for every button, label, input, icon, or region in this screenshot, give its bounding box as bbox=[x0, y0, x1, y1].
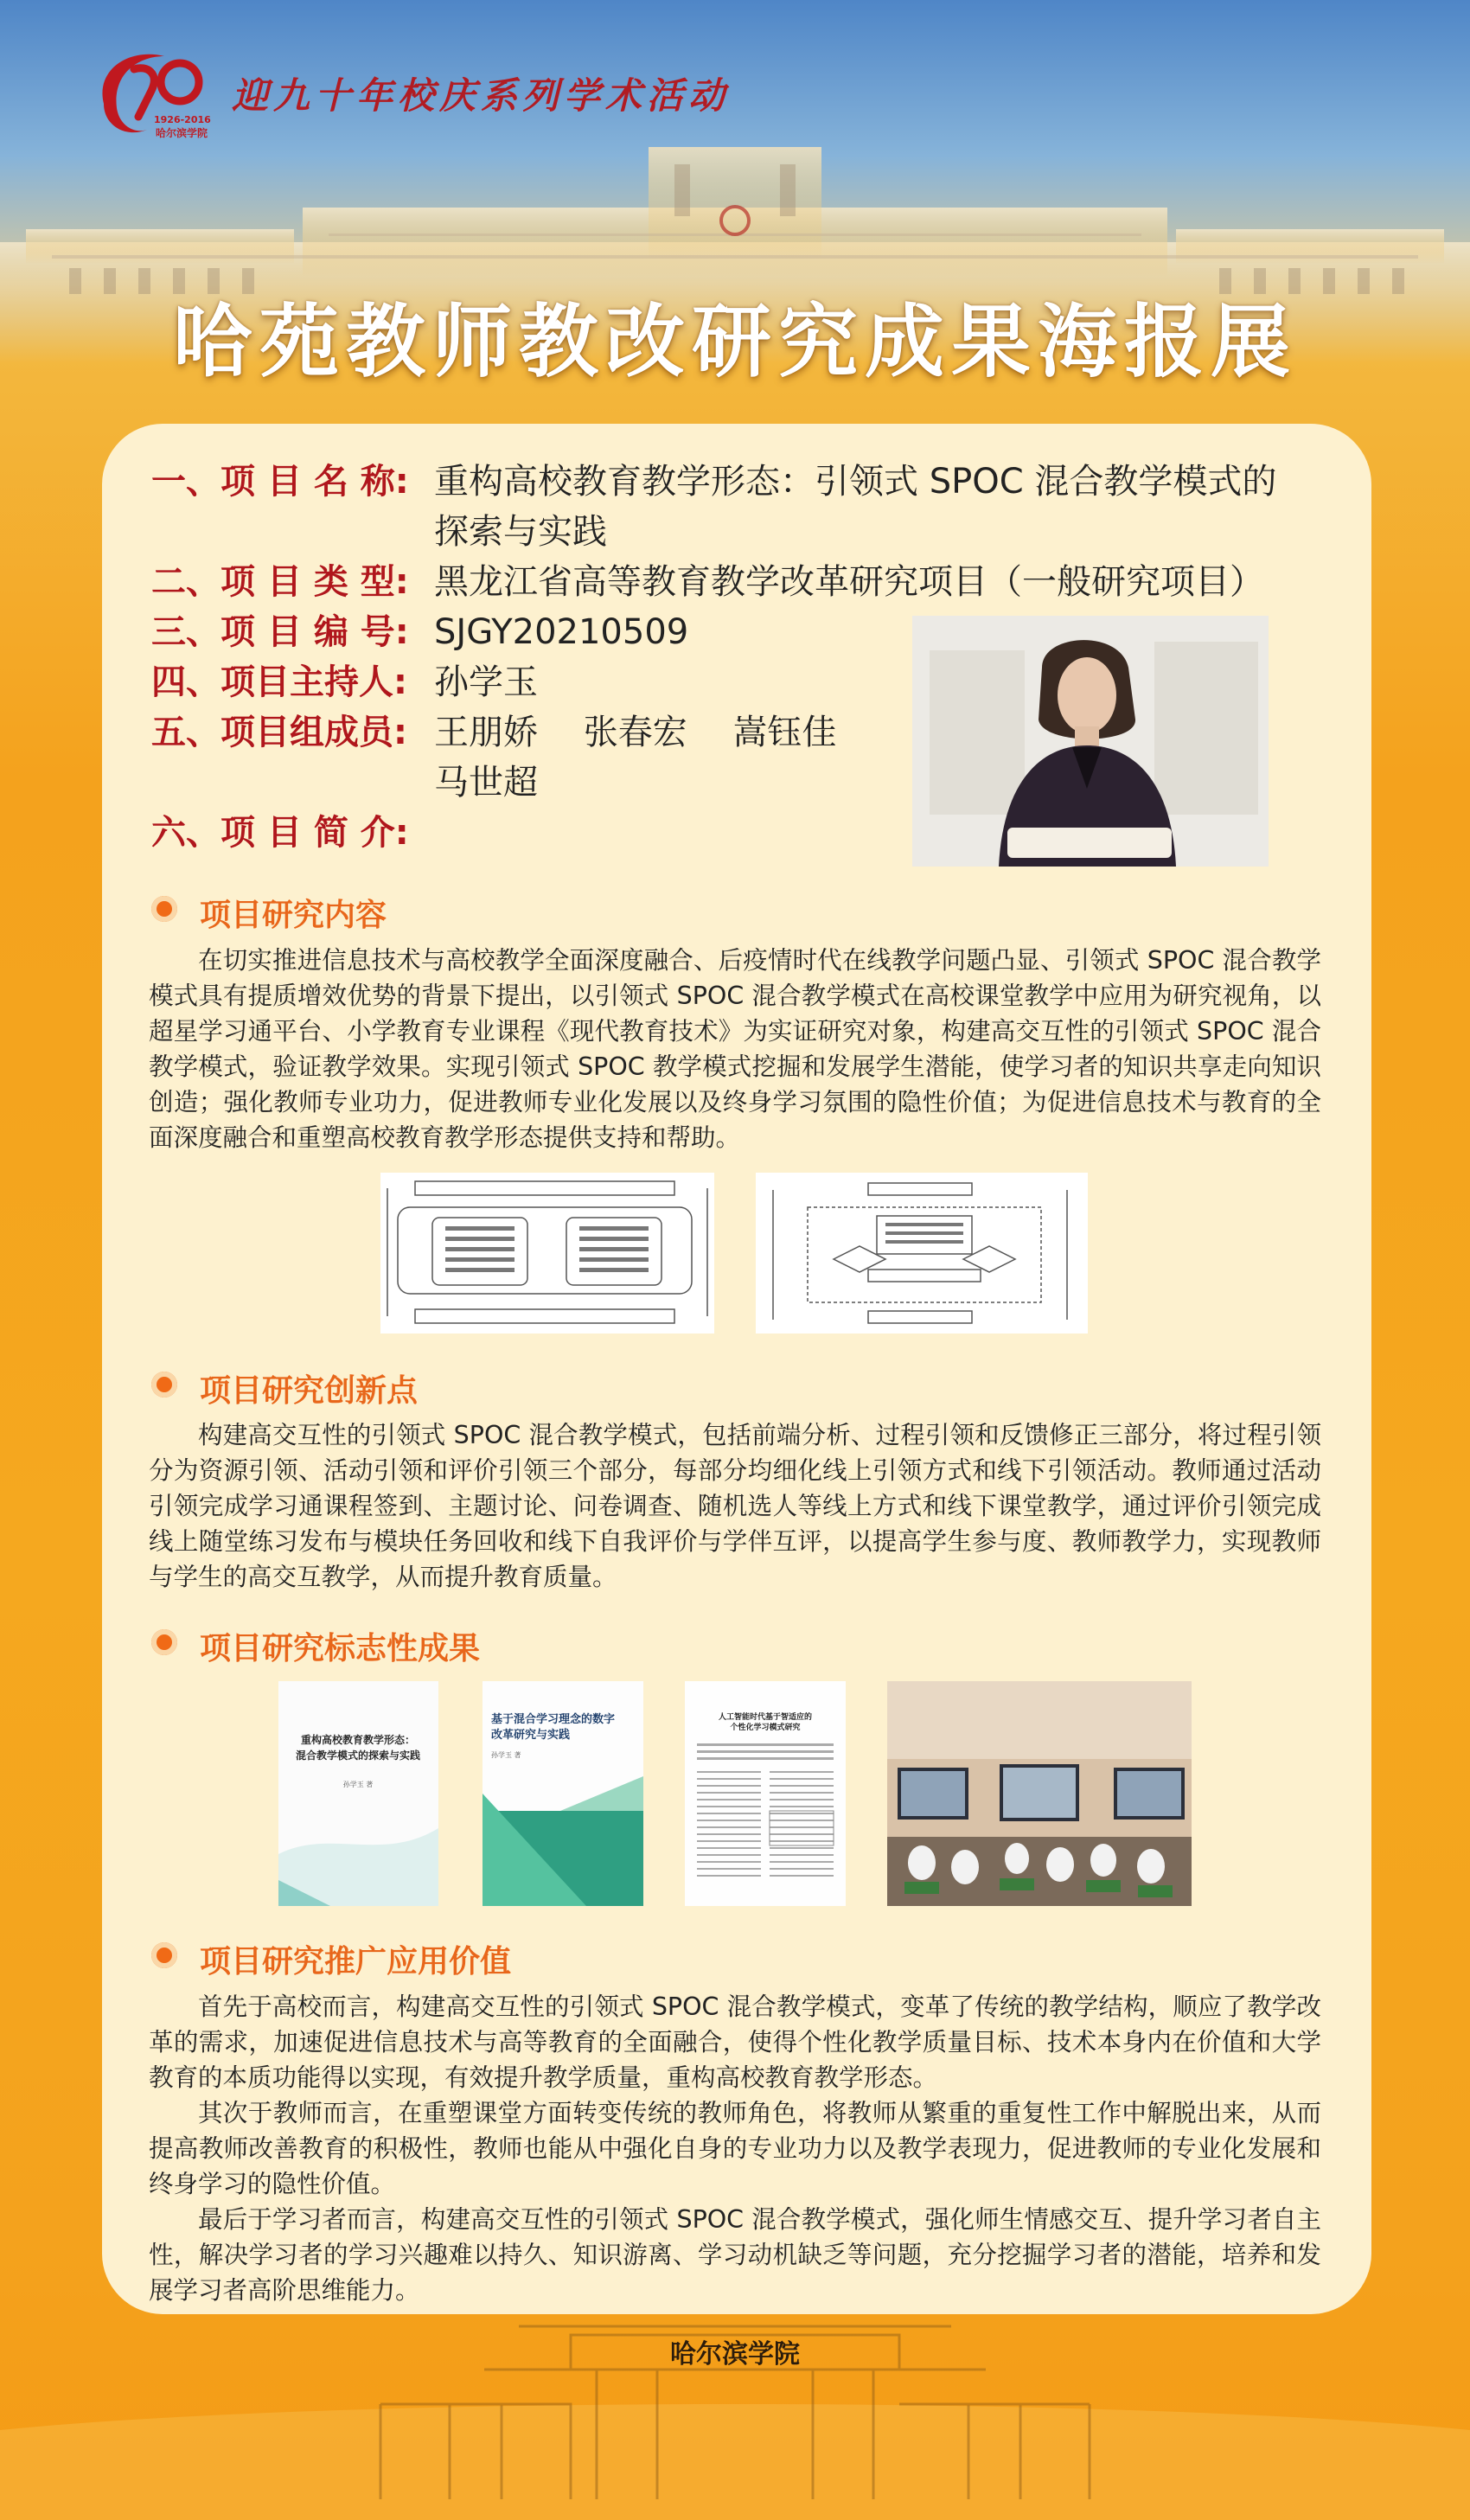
book-cover-2 bbox=[483, 1681, 643, 1906]
info-label: 二、项 目 类 型: bbox=[151, 562, 409, 602]
svg-text:个性化学习模式研究: 个性化学习模式研究 bbox=[730, 1724, 801, 1732]
book-cover-1 bbox=[278, 1681, 438, 1906]
model-diagram-1 bbox=[380, 1173, 714, 1334]
school-gate-illustration bbox=[0, 2300, 1470, 2520]
section-paragraph: 首先于高校而言，构建高交互性的引领式 SPOC 混合教学模式，变革了传统的教学结构，顺应了教学改革的需求，加速促进信息技术与高等教育的全面融合，使得个性化教学质量目标、技术本身内在价值和大学教育的本质功能得以实现，有效提升教学质量，重构高校教育教学形态。 bbox=[149, 1992, 1321, 2092]
footer-school-name: 哈尔滨学院 bbox=[670, 2339, 800, 2370]
info-label: 五、项目组成员: bbox=[151, 713, 407, 752]
svg-text:孙学玉 著: 孙学玉 著 bbox=[342, 1781, 374, 1788]
info-value: 黑龙江省高等教育教学改革研究项目（一般研究项目） bbox=[434, 562, 1264, 602]
info-value: 重构高校教育教学形态：引领式 SPOC 混合教学模式的 bbox=[434, 462, 1277, 502]
anniversary-logo bbox=[86, 43, 216, 147]
svg-text:改革研究与实践: 改革研究与实践 bbox=[491, 1729, 571, 1742]
info-value: 孙学玉 bbox=[434, 662, 538, 702]
section-paragraph: 最后于学习者而言，构建高交互性的引领式 SPOC 混合教学模式，强化师生情感交互、提升学习者自主性，解决学习者的学习兴趣难以持久、知识游离、学习动机缺乏等问题，充分挖掘学习者的潜能，培养和发展学习者高阶思维能力。 bbox=[149, 2205, 1321, 2305]
info-label: 一、项 目 名 称: bbox=[151, 462, 409, 502]
svg-text:孙学玉 著: 孙学玉 著 bbox=[491, 1751, 521, 1759]
section-paragraph: 构建高交互性的引领式 SPOC 混合教学模式，包括前端分析、过程引领和反馈修正三部分，将过程引领分为资源引领、活动引领和评价引领三个部分，每部分均细化线上引领方式和线下引领活动。教师通过活动引领完成学习通课程签到、主题讨论、问卷调查、随机选人等线上方式和线下课堂教学，通过评价引领完成线上随堂练习发布与模块任务回收和线下自我评价与学伴互评，以提高学生参与度、教师教学力，实现教师与学生的高交互教学，从而提升教育质量。 bbox=[149, 1421, 1321, 1591]
info-value-cont: 马世超 bbox=[434, 763, 538, 803]
svg-text:人工智能时代基于智适应的: 人工智能时代基于智适应的 bbox=[718, 1713, 813, 1722]
journal-article bbox=[685, 1681, 846, 1906]
poster-main-title: 哈苑教师教改研究成果海报展 bbox=[172, 296, 1297, 388]
info-label: 六、项 目 简 介: bbox=[151, 813, 409, 853]
section-paragraph: 在切实推进信息技术与高校教学全面深度融合、后疫情时代在线教学问题凸显、引领式 SPOC 混合教学模式具有提质增效优势的背景下提出，以引领式 SPOC 混合教学模式在高校课堂教学中应用为研究视角，以超星学习通平台、小学教育专业课程《现代教育技术》为实证研究对象，构建高交互性的引领式 SPOC 混合教学模式，验证教学效果。实现引领式 SPOC 教学模式挖掘和发展学生潜能，使学习者的知识共享走向知识创造；强化教师专业功力，促进教师专业化发展以及终身学习氛围的隐性价值；为促进信息技术与教育的全面深度融合和重塑高校教育教学形态提供支持和帮助。 bbox=[149, 946, 1321, 1152]
info-value: 王朋娇 张春宏 嵩钰佳 bbox=[434, 713, 837, 752]
bullet-dot-icon bbox=[151, 896, 177, 922]
info-label: 四、项目主持人: bbox=[151, 662, 407, 702]
info-value-cont: 探索与实践 bbox=[434, 512, 607, 552]
section-paragraph: 其次于教师而言，在重塑课堂方面转变传统的教师角色，将教师从繁重的重复性工作中解脱出来，从而提高教师改善教育的积极性，教师也能从中强化自身的专业功力以及教学表现力，促进教师的专业化发展和终身学习的隐性价值。 bbox=[149, 2099, 1321, 2198]
classroom-photo bbox=[887, 1681, 1192, 1906]
info-value: SJGY20210509 bbox=[434, 612, 689, 652]
logo-caption: 1926-2016 bbox=[154, 114, 211, 125]
bullet-dot-icon bbox=[151, 1942, 177, 1968]
info-label: 三、项 目 编 号: bbox=[151, 612, 409, 652]
svg-text:混合教学模式的探索与实践: 混合教学模式的探索与实践 bbox=[295, 1749, 421, 1762]
bullet-dot-icon bbox=[151, 1629, 177, 1655]
logo-school: 哈尔滨学院 bbox=[156, 127, 208, 139]
svg-text:基于混合学习理念的数字: 基于混合学习理念的数字 bbox=[491, 1713, 616, 1726]
leader-photo bbox=[912, 616, 1269, 867]
svg-text:重构高校教育教学形态：: 重构高校教育教学形态： bbox=[300, 1734, 416, 1746]
model-diagram-2 bbox=[756, 1173, 1088, 1334]
bullet-dot-icon bbox=[151, 1372, 177, 1398]
series-title: 迎九十年校庆系列学术活动 bbox=[232, 74, 731, 117]
